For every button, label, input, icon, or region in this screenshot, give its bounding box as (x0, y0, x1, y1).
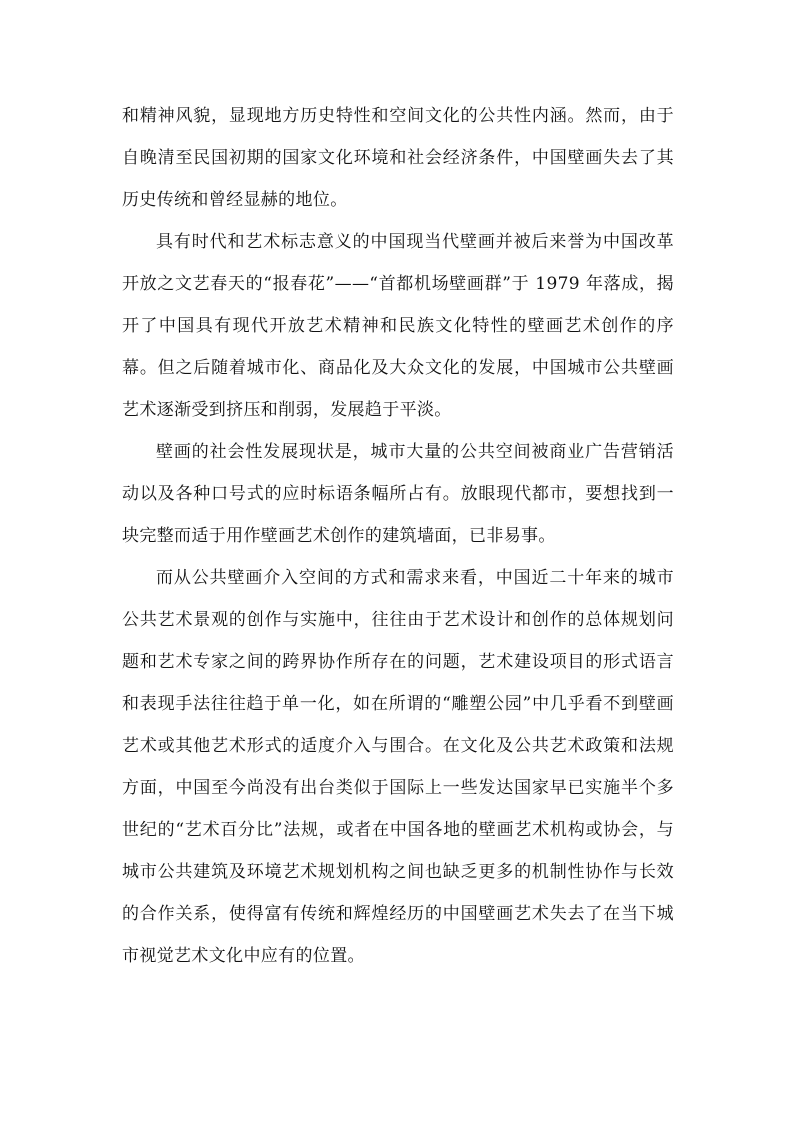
paragraph-social-status: 壁画的社会性发展现状是，城市大量的公共空间被商业广告营销活动以及各种口号式的应时标语条幅所占有。放眼现代都市，要想找到一块完整而适于用作壁画艺术创作的建筑墙面，已非易事。 (122, 442, 674, 546)
document-body (122, 95, 674, 977)
paragraph-public-space: 而从公共壁画介入空间的方式和需求来看，中国近二十年来的城市公共艺术景观的创作与实施中，往往由于艺术设计和创作的总体规划问题和艺术专家之间的跨界协作所存在的问题，艺术建设项目的形式语言和表现手法往往趋于单一化，如在所谓的“雕塑公园”中几乎看不到壁画艺术或其他艺术形式的适度介入与围合。在文化及公共艺术政策和法规方面，中国至今尚没有出台类似于国际上一些发达国家早已实施半个多世纪的“艺术百分比”法规，或者在中国各地的壁画艺术机构或协会，与城市公共建筑及环境艺术规划机构之间也缺乏更多的机制性协作与长效的合作关系，使得富有传统和辉煌经历的中国壁画艺术失去了在当下城市视觉艺术文化中应有的位置。 (122, 568, 674, 966)
paragraph-capital-airport-murals: 具有时代和艺术标志意义的中国现当代壁画并被后来誉为中国改革开放之文艺春天的“报春花”——“首都机场壁画群”于 1979 年落成，揭开了中国具有现代开放艺术精神和民族文化特性的壁画艺术创作的序幕。但之后随着城市化、商品化及大众文化的发展，中国城市公共壁画艺术逐渐受到挤压和削弱，发展趋于平淡。 (122, 232, 674, 420)
paragraph-continuation: 和精神风貌，显现地方历史特性和空间文化的公共性内涵。然而，由于自晚清至民国初期的国家文化环境和社会经济条件，中国壁画失去了其历史传统和曾经显赫的地位。 (122, 106, 674, 210)
